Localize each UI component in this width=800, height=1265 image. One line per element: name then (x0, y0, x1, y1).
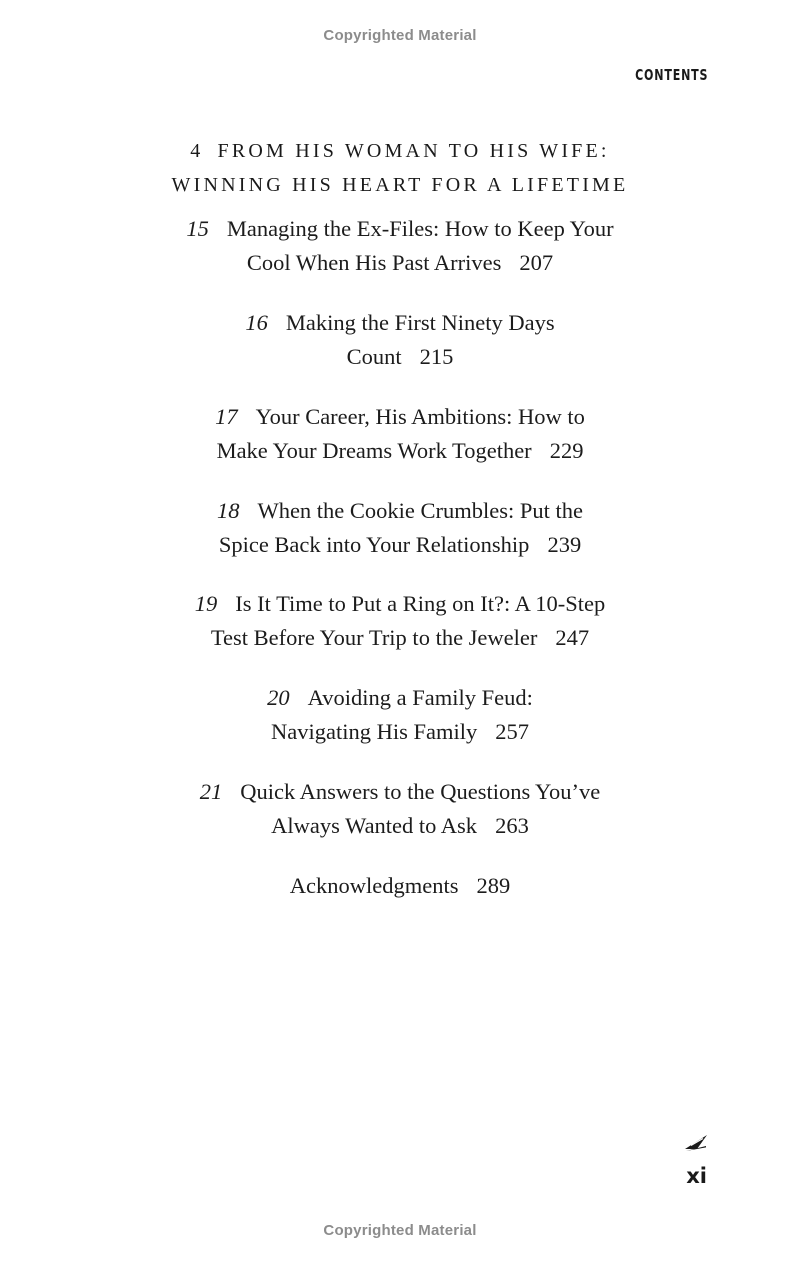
chapter-title-line-2: Always Wanted to Ask (271, 813, 478, 838)
toc-entry-line-1 (0, 681, 800, 715)
toc-entry-line-1 (0, 400, 800, 434)
page-number: 257 (495, 719, 529, 744)
page-number: 215 (419, 344, 454, 369)
chapter-title-line-2: Test Before Your Trip to the Jeweler (210, 625, 538, 650)
chapter-number: 20 (267, 685, 290, 710)
copyright-watermark-top: Copyrighted Material (323, 27, 477, 44)
toc-entry-line-1 (0, 775, 800, 809)
toc-entry-chapter-21[interactable] (0, 775, 800, 843)
part-heading (0, 134, 800, 202)
toc-entry-line-1 (0, 869, 800, 903)
toc-entry-line-2 (0, 621, 800, 655)
chapter-title-line-1: Your Career, His Ambitions: How to (255, 404, 585, 429)
page-number: 239 (547, 532, 582, 557)
toc-entry-chapter-19[interactable] (0, 587, 800, 655)
chapter-title-line-1: Managing the Ex-Files: How to Keep Your (226, 216, 614, 241)
chapter-title-line-1: Making the First Ninety Days (285, 310, 555, 335)
toc-entry-line-1 (0, 212, 800, 246)
chapter-title-line-2: Spice Back into Your Relationship (218, 532, 530, 557)
toc-entry-chapter-17[interactable] (0, 400, 800, 468)
part-heading-line-1 (0, 134, 800, 168)
toc-entry-line-2 (0, 528, 800, 562)
page-folio: xi (686, 1164, 707, 1188)
chapter-title-line-1: When the Cookie Crumbles: Put the (257, 498, 584, 523)
toc-entry-line-1 (0, 494, 800, 528)
toc-entry-line-1 (0, 306, 800, 340)
chapter-title-line-1: Is It Time to Put a Ring on It?: A 10-Step (235, 591, 606, 616)
toc-entry-chapter-16[interactable] (0, 306, 800, 374)
toc-entry-chapter-20[interactable] (0, 681, 800, 749)
page-number: 263 (495, 813, 529, 838)
chapter-number: 16 (245, 310, 268, 335)
toc-entry-chapter-18[interactable] (0, 494, 800, 562)
copyright-watermark-bottom: Copyrighted Material (323, 1222, 477, 1239)
chapter-number: 19 (194, 591, 218, 616)
chapter-number: 15 (186, 216, 209, 241)
chapter-number: 21 (199, 779, 223, 804)
chapter-title-line-2: Cool When His Past Arrives (246, 250, 502, 275)
toc-entry-line-2 (0, 434, 800, 468)
chapter-title-line-1: Avoiding a Family Feud: (307, 685, 533, 710)
running-head: CONTENTS (634, 66, 708, 84)
chapter-title-line-2: Navigating His Family (271, 719, 478, 744)
page-number: 207 (519, 250, 554, 275)
chapter-number: 18 (216, 498, 240, 523)
page-number: 229 (549, 438, 584, 463)
chapter-number: 17 (215, 404, 238, 429)
part-number: 4 (190, 140, 204, 162)
chapter-title-line-2: Make Your Dreams Work Together (216, 438, 532, 463)
toc-entry-chapter-15[interactable] (0, 212, 800, 280)
toc-entry-line-2 (0, 246, 800, 280)
toc-entry-line-2 (0, 340, 800, 374)
part-title-line-2: WINNING HIS HEART FOR A LIFETIME (171, 174, 629, 196)
page-number: 247 (555, 625, 590, 650)
chapter-title-line-2: Count (346, 344, 402, 369)
part-title-line-1: FROM HIS WOMAN TO HIS WIFE: (217, 140, 610, 162)
toc-entry-line-2 (0, 809, 800, 843)
page-number: 289 (476, 873, 511, 898)
acknowledgments-label: Acknowledgments (289, 873, 459, 898)
toc-entry-line-2 (0, 715, 800, 749)
toc-entry-acknowledgments[interactable] (0, 869, 800, 903)
chapter-title-line-1: Quick Answers to the Questions You’ve (240, 779, 601, 804)
publisher-logo-icon (684, 1132, 708, 1152)
toc-entry-line-1 (0, 587, 800, 621)
